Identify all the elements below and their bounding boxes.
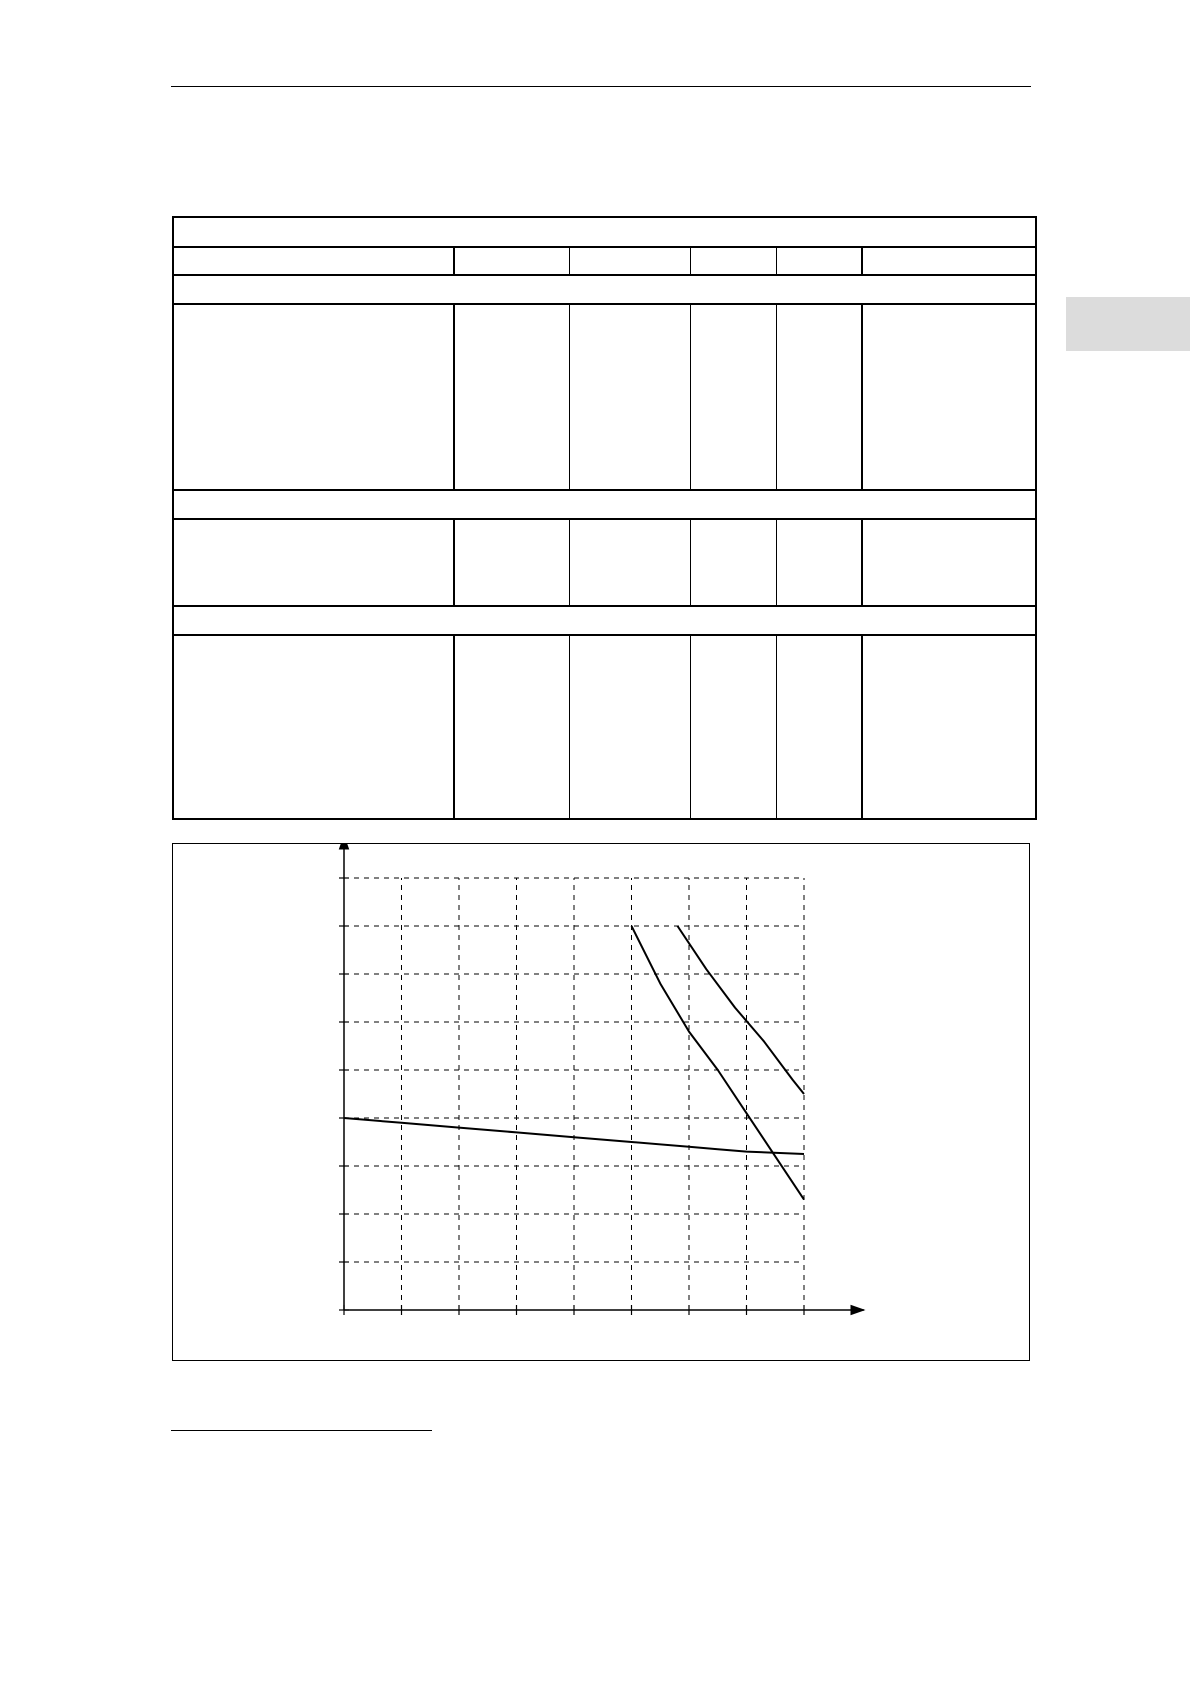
section-cell	[173, 606, 1036, 635]
header-cell	[569, 247, 690, 275]
table-title-cell	[173, 217, 1036, 247]
data-cell	[569, 519, 690, 606]
section-cell	[173, 490, 1036, 519]
line-chart	[173, 844, 1031, 1362]
data-cell	[173, 635, 454, 819]
data-cell	[690, 635, 776, 819]
header-cell	[690, 247, 776, 275]
header-cell	[776, 247, 862, 275]
data-cell	[862, 635, 1036, 819]
specification-table	[172, 216, 1037, 820]
table-section-row	[173, 275, 1036, 304]
data-cell	[690, 304, 776, 490]
data-cell	[776, 304, 862, 490]
table-data-row	[173, 304, 1036, 490]
data-cell	[862, 519, 1036, 606]
data-cell	[776, 519, 862, 606]
data-cell	[690, 519, 776, 606]
table-data-row	[173, 519, 1036, 606]
chart-frame	[172, 843, 1030, 1361]
table-header-row	[173, 247, 1036, 275]
footnote-rule	[171, 1430, 432, 1431]
data-cell	[454, 304, 569, 490]
table-section-row	[173, 490, 1036, 519]
data-cell	[173, 304, 454, 490]
table-data-row	[173, 635, 1036, 819]
series-curve-2-line	[632, 926, 805, 1200]
table-title-row	[173, 217, 1036, 247]
data-cell	[569, 635, 690, 819]
header-cell	[173, 247, 454, 275]
data-cell	[454, 635, 569, 819]
header-cell	[862, 247, 1036, 275]
table-section-row	[173, 606, 1036, 635]
header-cell	[454, 247, 569, 275]
data-cell	[862, 304, 1036, 490]
series-curve-3-line	[678, 926, 805, 1094]
data-cell	[776, 635, 862, 819]
data-cell	[569, 304, 690, 490]
section-cell	[173, 275, 1036, 304]
header-rule	[171, 86, 1031, 87]
data-cell	[173, 519, 454, 606]
data-cell	[454, 519, 569, 606]
chapter-side-tab	[1066, 297, 1190, 351]
